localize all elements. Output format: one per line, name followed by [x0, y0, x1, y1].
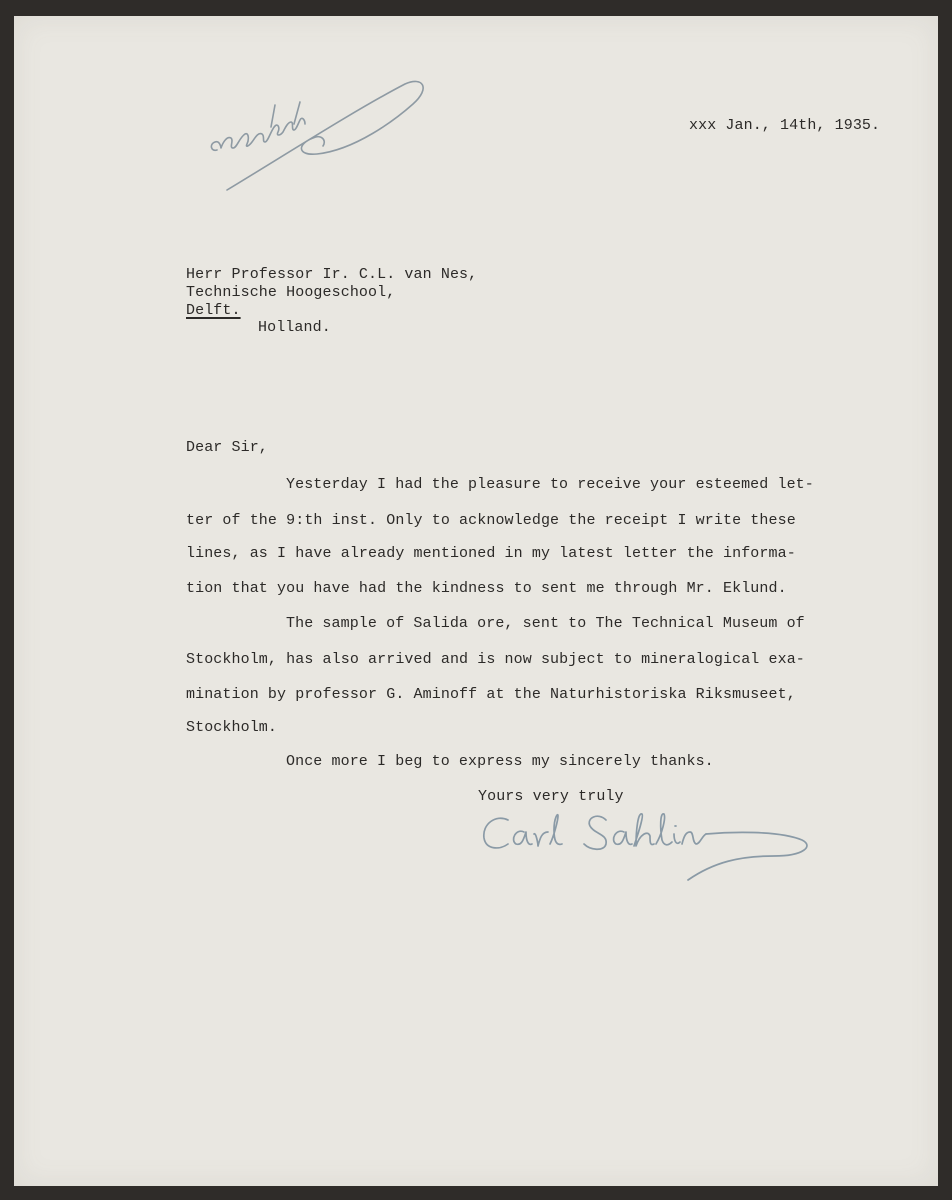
body-line: Once more I beg to express my sincerely thanks.	[286, 753, 714, 770]
letter-page	[14, 16, 938, 1186]
salutation: Dear Sir,	[186, 439, 268, 456]
body-line: mination by professor G. Aminoff at the Naturhistoriska Riksmuseet,	[186, 686, 796, 703]
body-line: ter of the 9:th inst. Only to acknowledge the receipt I write these	[186, 512, 796, 529]
closing: Yours very truly	[478, 788, 624, 805]
body-line: lines, as I have already mentioned in my latest letter the informa-	[186, 545, 796, 562]
body-line: Stockholm, has also arrived and is now subject to mineralogical exa-	[186, 651, 805, 668]
body-line: The sample of Salida ore, sent to The Technical Museum of	[286, 615, 805, 632]
address-line-country: Holland.	[258, 319, 331, 336]
address-line-city: Delft.	[186, 302, 241, 319]
pencil-note-afskrift	[205, 70, 430, 200]
body-line: Stockholm.	[186, 719, 278, 736]
address-line-recipient: Herr Professor Ir. C.L. van Nes,	[186, 266, 478, 283]
body-line: tion that you have had the kindness to sent me through Mr. Eklund.	[186, 580, 787, 597]
body-line: Yesterday I had the pleasure to receive your esteemed let-	[286, 476, 814, 493]
signature-carl-sahlin	[478, 810, 818, 890]
letter-date: xxx Jan., 14th, 1935.	[689, 117, 881, 134]
address-line-institution: Technische Hoogeschool,	[186, 284, 396, 301]
